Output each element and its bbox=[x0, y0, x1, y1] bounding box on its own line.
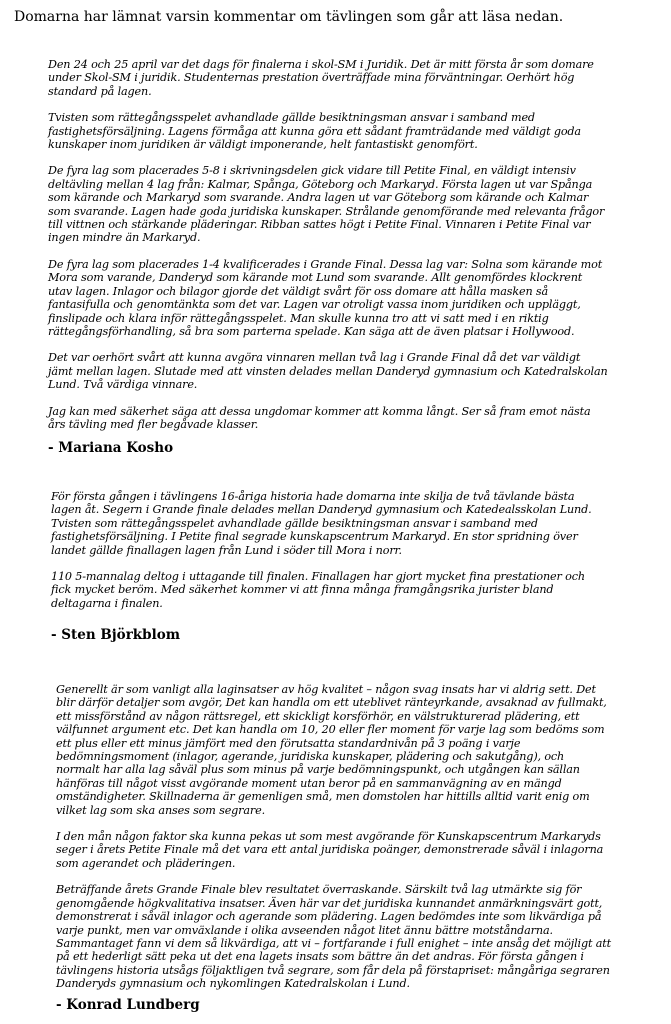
judge-comment-1 bbox=[48, 58, 608, 444]
comment-paragraph: Jag kan med säkerhet säga att dessa ungdomar kommer att komma långt. Ser så fram emot nästa års tävling med fler begåvade klasser. bbox=[48, 404, 591, 431]
judge-comment-2 bbox=[51, 490, 607, 623]
comment-paragraph: Generellt är som vanligt alla laginsatser av hög kvalitet – någon svag insats har vi aldrig sett. Det blir därför detaljer som avgör, Det kan handla om ett uteblivet ränteyrkande, avsaknad av fullmakt, ett missförstånd av någon rättsregel, ett skickligt korsförhör, en välstrukturerad plädering, ett välfunnet argument etc. Det kan handla om 10, 20 eller fler moment för varje lag som bedöms som ett plus eller ett minus jämfört med den förutsatta standardnivån på 3 poäng i varje bedömningsmoment (inlagor, agerande, juridiska kunskaper, plädering och sakutgång), och normalt har alla lag såväl plus som minus på varje bedömningspunkt, och utgången kan sällan hänföras till något visst avgörande moment utan beror på en sammanvägning av en mängd omständigheter. Skillnaderna är gemenligen små, men domstolen har hittills alltid varit enig om vilket lag som ska anses som segrare. bbox=[56, 683, 607, 817]
comment-paragraph: För första gången i tävlingens 16-åriga historia hade domarna inte skilja de två tävlande bästa lagen åt. Segern i Grande finale delades mellan Danderyd gymnasium och Katedealsskolan Lund. Tvisten som rättegångsspelet avhandlade gällde besiktningsman ansvar i samband med fastighetsförsäljning. I Petite final segrade kunskapscentrum Markaryd. En stor spridning över landet gällde finallagen lagen från Lund i söder till Mora i norr. bbox=[51, 490, 592, 557]
comment-paragraph: 110 5-mannalag deltog i uttagande till finalen. Finallagen har gjort mycket fina prestationer och fick mycket beröm. Med säkerhet kommer vi att finna många framgångsrika jurister bland deltagarna i finalen. bbox=[51, 570, 585, 610]
comment-paragraph: De fyra lag som placerades 1-4 kvalificerades i Grande Final. Dessa lag var: Solna som kärande mot Mora som varande, Danderyd som kärande mot Lund som svarande. Allt genomfördes klockrent utav lagen. Inlagor och bilagor gjorde det väldigt svårt för oss domare att hålla masken så fantasifulla och genomtänkta som det var. Lagen var otroligt vassa inom juridiken och uppläggt, finslipade och klara inför rättegångsspelet. Man skulle kunna tro att vi satt med i en riktig rättegångsförhandling, så bra som parterna spelade. Kan säga att de även platsar i Hollywood. bbox=[48, 257, 603, 338]
comment-paragraph: De fyra lag som placerades 5-8 i skrivningsdelen gick vidare till Petite Final, en väldigt intensiv deltävling mellan 4 lag från: Kalmar, Spånga, Göteborg och Markaryd. Första lagen ut var Spånga som kärande och Markaryd som svarande. Andra lagen ut var Göteborg som kärande och Kalmar som svarande. Lagen hade goda juridiska kunskaper. Strålande genomförande med relevanta frågor till vittnen och stärkande pläderingar. Ribban sattes högt i Petite Final. Vinnaren i Petite Final var ingen mindre än Markaryd. bbox=[48, 164, 605, 245]
intro-text: Domarna har lämnat varsin kommentar om tävlingen som går att läsa nedan. bbox=[14, 9, 564, 25]
comment-paragraph: Tvisten som rättegångsspelet avhandlade gällde besiktningsman ansvar i samband med fastighetsförsäljning. Lagens förmåga att kunna göra ett sådant framträdande med väldigt goda kunskaper inom juridiken är väldigt imponerande, helt fantastiskt genomfört. bbox=[48, 111, 581, 152]
comment-paragraph: Det var oerhört svårt att kunna avgöra vinnaren mellan två lag i Grande Final då det var väldigt jämt mellan lagen. Slutade med att vinsten delades mellan Danderyd gymnasium och Katedralskolan Lund. Två värdiga vinnare. bbox=[48, 351, 608, 392]
judge-signature: - Konrad Lundberg bbox=[56, 997, 200, 1013]
comment-paragraph: I den mån någon faktor ska kunna pekas ut som mest avgörande för Kunskapscentrum Markaryds seger i årets Petite Finale må det vara ett antal juridiska poänger, demonstrerade såväl i inlagorna som agerandet och pläderingen. bbox=[56, 830, 604, 870]
judge-comment-3 bbox=[56, 683, 611, 1004]
judge-signature: - Mariana Kosho bbox=[48, 440, 174, 456]
comment-paragraph: Den 24 och 25 april var det dags för finalerna i skol-SM i Juridik. Det är mitt första år som domare under Skol-SM i juridik. Studenternas prestation överträffade mina förväntningar. Oerhört hög standard på lagen. bbox=[48, 58, 594, 98]
judge-signature: - Sten Björkblom bbox=[51, 627, 181, 643]
comment-paragraph: Beträffande årets Grande Finale blev resultatet överraskande. Särskilt två lag utmärkte sig för genomgående högkvalitativa insatser. Även här var det juridiska kunnandet anmärkningsvärt gott, demonstrerat i såväl inlagor och agerande som plädering. Lagen bedömdes inte som likvärdiga på varje punkt, men var omväxlande i olika avseenden något litet ännu bättre motståndarna. Sammantaget fann vi dem så likvärdiga, att vi – fortfarande i full enighet – inte ansåg det möjligt att på ett hederligt sätt peka ut det ena lagets insats som bättre än det andras. För första gången i tävlingens historia utsågs följaktligen två segrare, som får dela på förstapriset: mångåriga segraren Danderyds gymnasium och nykomlingen Katedralskolan i Lund. bbox=[56, 883, 611, 991]
